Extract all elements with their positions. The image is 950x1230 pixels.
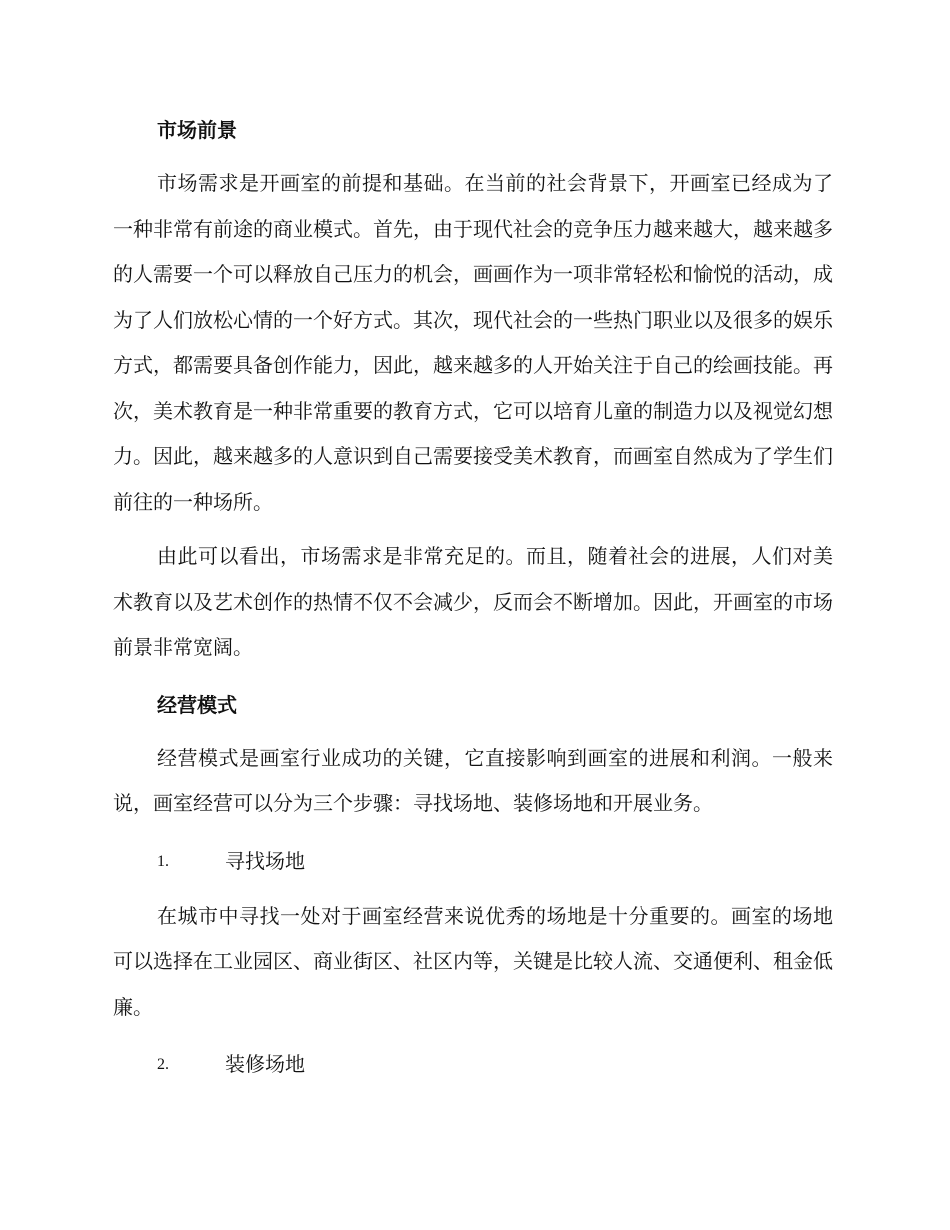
list-item-step-2 <box>157 1042 833 1087</box>
paragraph-market-conclusion: 由此可以看出，市场需求是非常充足的。而且，随着社会的进展，人们对美术教育以及艺术创作的热情不仅不会减少，反而会不断增加。因此，开画室的市场前景非常宽阔。 <box>113 544 833 659</box>
list-item-title: 寻找场地 <box>225 848 305 873</box>
list-item-title: 装修场地 <box>225 1052 305 1076</box>
section-heading-business-model: 经营模式 <box>157 692 237 717</box>
document-page <box>113 108 833 1087</box>
paragraph-market-demand: 市场需求是开画室的前提和基础。在当前的社会背景下，开画室已经成为了一种非常有前途的商业模式。首先，由于现代社会的竞争压力越来越大，越来越多的人需要一个可以释放自己压力的机会，画画作为一项非常轻松和愉悦的活动，成为了人们放松心情的一个好方式。其次，现代社会的一些热门职业以及很多的娱乐方式，都需要具备创作能力，因此，越来越多的人开始关注于自己的绘画技能。再次，美术教育是一种非常重要的教育方式，它可以培育儿童的制造力以及视觉幻想力。因此，越来越多的人意识到自己需要接受美术教育，而画室自然成为了学生们前往的一种场所。 <box>113 171 833 514</box>
paragraph-business-model-intro: 经营模式是画室行业成功的关键，它直接影响到画室的进展和利润。一般来说，画室经营可以分为三个步骤：寻找场地、装修场地和开展业务。 <box>113 745 833 815</box>
list-item-step-1 <box>157 839 833 884</box>
section-heading-market-outlook: 市场前景 <box>157 118 237 142</box>
paragraph-find-venue: 在城市中寻找一处对于画室经营来说优秀的场地是十分重要的。画室的场地可以选择在工业园区、商业街区、社区内等，关键是比较人流、交通便利、租金低廉。 <box>113 903 833 1019</box>
list-number: 2. <box>157 1056 169 1073</box>
list-number: 1. <box>157 852 169 870</box>
